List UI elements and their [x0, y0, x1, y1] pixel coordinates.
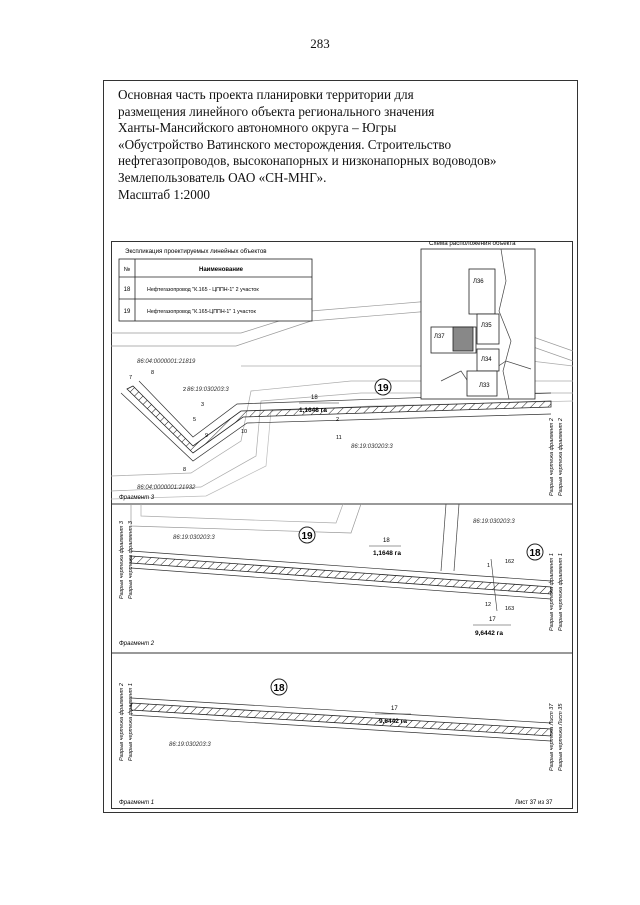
point-number: 2 — [183, 387, 187, 393]
location-scheme — [421, 241, 535, 399]
object-number: 18 — [529, 548, 541, 559]
title-line: Масштаб 1:2000 — [118, 186, 211, 202]
object-number: 19 — [301, 531, 313, 542]
break-label: Разрыв чертежа фрагмент 2 — [119, 683, 125, 761]
legend-title: Экспликация проектируемых линейных объектов — [125, 248, 267, 255]
parcel-label: 86:04:0000001:21932 — [137, 485, 196, 491]
sheet-number: Лист 37 из 37 — [515, 800, 553, 806]
point-number: 12 — [485, 602, 492, 608]
legend-col-num: № — [123, 267, 131, 273]
break-label: Разрыв чертежа Лист 37 — [549, 703, 555, 771]
scheme-title: Схема расположения объекта — [429, 241, 516, 247]
scheme-label: Л33 — [479, 383, 490, 389]
point-number: 2 — [336, 417, 340, 423]
break-label: Разрыв чертежа фрагмент 1 — [128, 683, 134, 761]
legend-col-name: Наименование — [199, 267, 244, 273]
fragment-1 — [119, 679, 564, 806]
segment-area: 1,1648 га — [373, 550, 402, 557]
point-number: 8 — [183, 467, 187, 473]
scheme-label: Л35 — [481, 323, 492, 329]
parcel-label: 86:19:030203:3 — [187, 387, 229, 393]
point-number: 7 — [129, 375, 133, 381]
parcel-label: 86:04:0000001:21819 — [137, 359, 196, 365]
point-number: 8 — [151, 370, 155, 376]
object-number: 19 — [377, 383, 389, 394]
fragment-label: Фрагмент 3 — [119, 495, 155, 501]
parcel-label: 86:19:030203:3 — [173, 535, 215, 541]
point-number: 9 — [205, 433, 209, 439]
point-number: 163 — [505, 606, 515, 612]
scheme-label: Л36 — [473, 279, 484, 285]
contour-line — [141, 504, 343, 523]
title-line: размещения линейного объекта регионального значения — [118, 103, 435, 119]
scheme-label: Л34 — [481, 357, 492, 363]
title-line: Землепользователь ОАО «СН-МНГ». — [118, 169, 327, 185]
segment-number: 18 — [383, 538, 390, 544]
point-number: 11 — [336, 435, 342, 441]
segment-area: 9,6442 га — [475, 630, 504, 637]
break-label: Разрыв чертежа фрагмент 3 — [128, 521, 134, 599]
title-line: Ханты-Мансийского автономного округа – Югры — [118, 120, 397, 136]
title-block — [118, 87, 568, 203]
parcel-label: 86:19:030203:3 — [351, 444, 393, 450]
parcel-label: 86:19:030203:3 — [473, 519, 515, 525]
legend-row-num: 19 — [123, 309, 131, 315]
pipeline-corridor — [131, 556, 551, 594]
title-line: нефтегазопроводов, высоконапорных и низконапорных водоводов» — [118, 153, 497, 169]
fragment-2 — [119, 504, 564, 647]
contour-line — [454, 504, 459, 571]
break-label: Разрыв чертежа фрагмент 3 — [119, 521, 125, 599]
object-number: 18 — [273, 683, 285, 694]
title-line: «Обустройство Ватинского месторождения. Строительство — [118, 136, 452, 152]
break-label: Разрыв чертежа Лист 35 — [558, 703, 564, 771]
page-number: 283 — [310, 36, 330, 51]
map-drawing — [111, 241, 573, 809]
point-number: 1 — [487, 563, 491, 569]
break-label: Разрыв чертежа фрагмент 1 — [558, 553, 564, 631]
break-label: Разрыв чертежа фрагмент 2 — [549, 418, 555, 496]
parcel-label: 86:19:030203:3 — [169, 742, 211, 748]
segment-number: 17 — [391, 706, 398, 712]
legend-row-num: 18 — [123, 287, 131, 293]
break-label: Разрыв чертежа фрагмент 2 — [558, 418, 564, 496]
fragment-label: Фрагмент 2 — [119, 641, 155, 647]
point-number: 162 — [505, 559, 515, 565]
contour-line — [131, 504, 361, 533]
segment-number: 17 — [489, 617, 496, 623]
title-line: Основная часть проекта планировки территории для — [118, 87, 414, 102]
point-number: 3 — [201, 402, 205, 408]
legend-table — [119, 248, 312, 321]
point-number: 10 — [241, 429, 248, 435]
break-label: Разрыв чертежа фрагмент 1 — [549, 553, 555, 631]
contour-line — [441, 504, 446, 571]
segment-area: 1,1648 га — [299, 407, 328, 414]
legend-row-name: Нефтегазопровод "К.165 - ЦППН-1" 2 участок — [147, 287, 259, 293]
fragment-label: Фрагмент 1 — [119, 800, 155, 806]
segment-area: 9,6442 га — [379, 718, 408, 725]
scheme-label: Л37 — [434, 334, 445, 340]
point-number: 5 — [193, 417, 197, 423]
legend-row-name: Нефтегазопровод "К.165-ЦППН-1" 1 участок — [147, 309, 256, 315]
fragment-3 — [111, 241, 573, 501]
page-frame — [103, 80, 578, 813]
segment-number: 18 — [311, 395, 318, 401]
